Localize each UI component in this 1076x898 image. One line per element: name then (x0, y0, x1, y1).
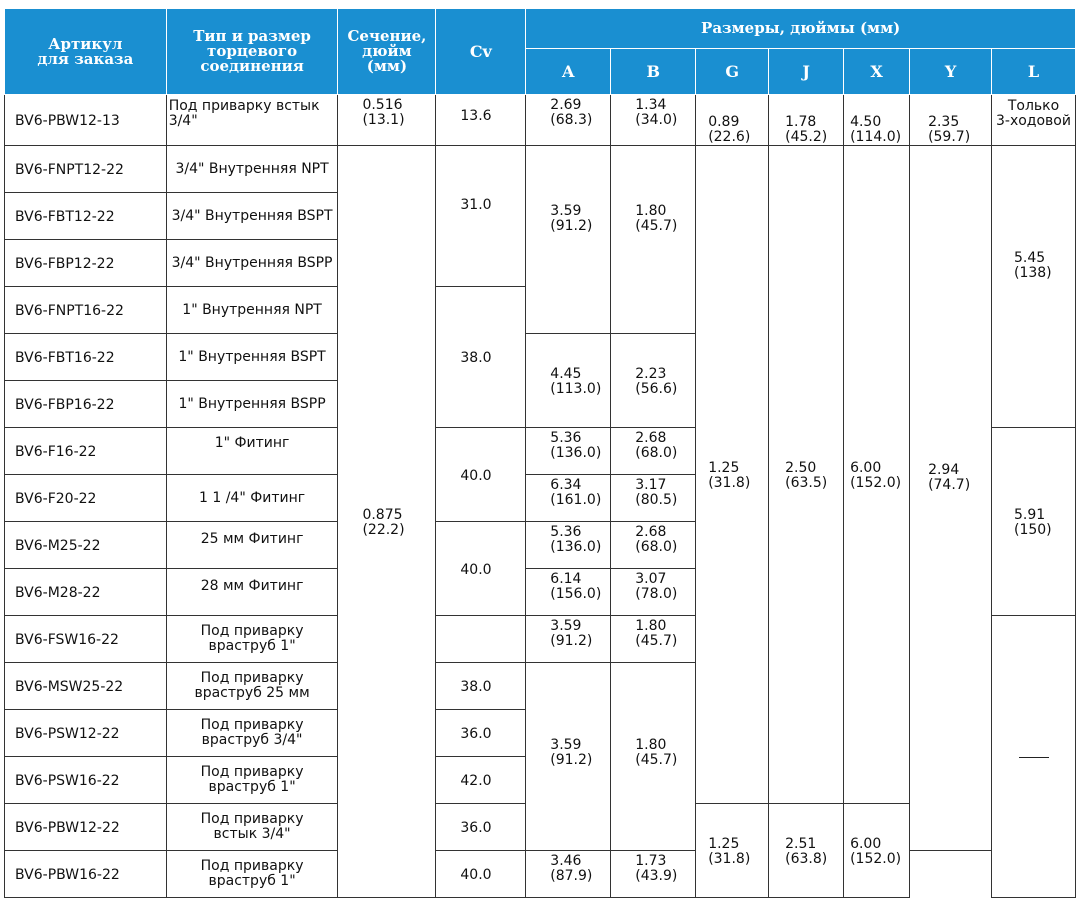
b-cell: 3.17 (80.5) (611, 475, 696, 522)
article-cell: BV6-PSW12-22 (5, 710, 167, 757)
header-cv: Cv (436, 9, 526, 95)
g-cell: 1.25 (31.8) (696, 146, 769, 804)
type-cell: 1" Внутренняя BSPT (166, 334, 338, 381)
x-cell: 4.50 (114.0) (844, 95, 910, 146)
type-cell: 28 мм Фитинг (166, 569, 338, 616)
type-cell: 3/4" Внутренняя BSPP (166, 240, 338, 287)
type-cell: 3/4" Внутренняя BSPT (166, 193, 338, 240)
l-cell: 5.45 (138) (992, 146, 1076, 428)
cv-cell: 40.0 (436, 851, 526, 898)
cv-cell: 36.0 (436, 804, 526, 851)
article-cell: BV6-PBW12-13 (5, 95, 167, 146)
article-cell: BV6-FBP12-22 (5, 240, 167, 287)
type-cell: 3/4" Внутренняя NPT (166, 146, 338, 193)
cv-cell: 31.0 (436, 146, 526, 287)
header-type-size: Тип и размер торцевого соединения (166, 9, 338, 95)
a-cell: 2.69 (68.3) (526, 95, 611, 146)
l-cell: Только 3-ходовой (992, 95, 1076, 146)
a-cell: 4.45 (113.0) (526, 334, 611, 428)
a-cell: 5.36 (136.0) (526, 522, 611, 569)
type-cell: Под приварку враструб 25 мм (166, 663, 338, 710)
section-cell: 0.875 (22.2) (338, 146, 436, 898)
article-cell: BV6-F20-22 (5, 475, 167, 522)
x-cell: 6.00 (152.0) (844, 804, 910, 898)
b-cell: 3.07 (78.0) (611, 569, 696, 616)
cv-cell: 40.0 (436, 428, 526, 522)
cv-cell (436, 616, 526, 663)
type-cell: 1" Внутренняя NPT (166, 287, 338, 334)
type-cell: 1" Внутренняя BSPP (166, 381, 338, 428)
article-cell: BV6-MSW25-22 (5, 663, 167, 710)
a-cell: 3.59 (91.2) (526, 663, 611, 851)
a-cell: 3.59 (91.2) (526, 146, 611, 334)
a-cell: 5.36 (136.0) (526, 428, 611, 475)
type-cell: 1 1 /4" Фитинг (166, 475, 338, 522)
article-cell: BV6-PBW16-22 (5, 851, 167, 898)
table-row (5, 95, 1076, 146)
header-col-y: Y (910, 49, 992, 95)
cv-cell: 38.0 (436, 663, 526, 710)
cv-cell: 42.0 (436, 757, 526, 804)
a-cell: 6.14 (156.0) (526, 569, 611, 616)
g-cell: 1.25 (31.8) (696, 804, 769, 898)
type-cell: Под приварку враструб 3/4" (166, 710, 338, 757)
b-cell: 2.23 (56.6) (611, 334, 696, 428)
article-cell: BV6-M28-22 (5, 569, 167, 616)
article-cell: BV6-PSW16-22 (5, 757, 167, 804)
b-cell: 1.80 (45.7) (611, 616, 696, 663)
article-cell: BV6-M25-22 (5, 522, 167, 569)
type-cell: Под приварку враструб 1" (166, 851, 338, 898)
table-row (5, 851, 1076, 898)
spec-table (4, 8, 1076, 898)
article-cell: BV6-FNPT16-22 (5, 287, 167, 334)
l-cell: 5.91 (150) (992, 428, 1076, 616)
a-cell: 3.46 (87.9) (526, 851, 611, 898)
cv-cell: 36.0 (436, 710, 526, 757)
article-cell: BV6-PBW12-22 (5, 804, 167, 851)
a-cell: 6.34 (161.0) (526, 475, 611, 522)
header-section: Сечение, дюйм (мм) (338, 9, 436, 95)
x-cell: 6.00 (152.0) (844, 146, 910, 804)
cv-cell: 13.6 (436, 95, 526, 146)
header-dimensions: Размеры, дюймы (мм) (526, 9, 1076, 49)
j-cell: 1.78 (45.2) (769, 95, 844, 146)
header-col-j: J (769, 49, 844, 95)
header-article: Артикул для заказа (5, 9, 167, 95)
section-cell: 0.516 (13.1) (338, 95, 436, 146)
l-cell-empty (992, 616, 1076, 898)
b-cell: 2.68 (68.0) (611, 428, 696, 475)
type-cell: 25 мм Фитинг (166, 522, 338, 569)
type-cell: Под приварку встык 3/4" (166, 95, 338, 146)
type-cell: Под приварку враструб 1" (166, 757, 338, 804)
article-cell: BV6-FNPT12-22 (5, 146, 167, 193)
j-cell: 2.51 (63.8) (769, 804, 844, 898)
header-col-l: L (992, 49, 1076, 95)
header-col-x: X (844, 49, 910, 95)
dash-icon (1019, 757, 1049, 758)
a-cell: 3.59 (91.2) (526, 616, 611, 663)
type-cell: 1" Фитинг (166, 428, 338, 475)
cv-cell: 38.0 (436, 287, 526, 428)
b-cell: 2.68 (68.0) (611, 522, 696, 569)
type-cell: Под приварку встык 3/4" (166, 804, 338, 851)
j-cell: 2.50 (63.5) (769, 146, 844, 804)
header-col-a: A (526, 49, 611, 95)
article-cell: BV6-FBT12-22 (5, 193, 167, 240)
b-cell: 1.34 (34.0) (611, 95, 696, 146)
article-cell: BV6-FSW16-22 (5, 616, 167, 663)
header-col-g: G (696, 49, 769, 95)
article-cell: BV6-F16-22 (5, 428, 167, 475)
b-cell: 1.80 (45.7) (611, 663, 696, 851)
y-cell: 2.35 (59.7) (910, 95, 992, 146)
type-cell: Под приварку враструб 1" (166, 616, 338, 663)
article-cell: BV6-FBP16-22 (5, 381, 167, 428)
y-cell: 2.94 (74.7) (910, 146, 992, 851)
article-cell: BV6-FBT16-22 (5, 334, 167, 381)
b-cell: 1.73 (43.9) (611, 851, 696, 898)
g-cell: 0.89 (22.6) (696, 95, 769, 146)
table-row (5, 146, 1076, 193)
cv-cell: 40.0 (436, 522, 526, 616)
b-cell: 1.80 (45.7) (611, 146, 696, 334)
header-col-b: B (611, 49, 696, 95)
